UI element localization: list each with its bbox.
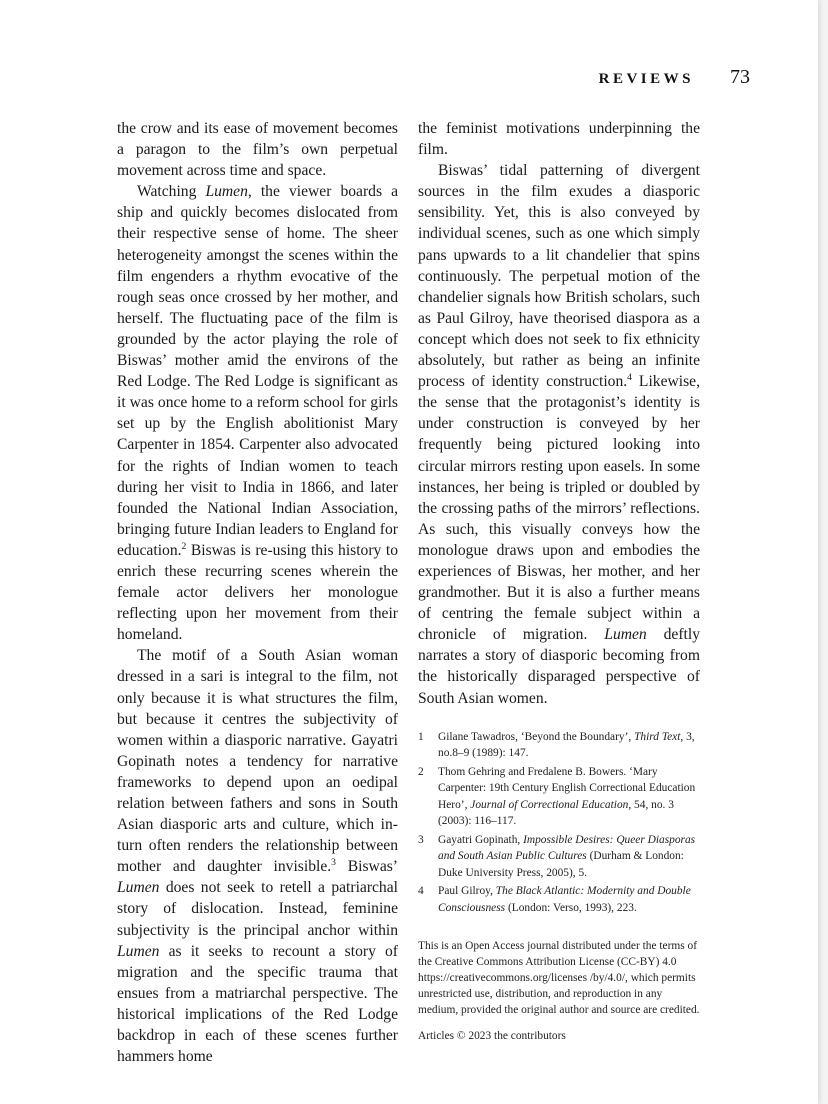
text-run: Paul Gilroy,: [438, 885, 496, 898]
text-run: Watching: [137, 183, 206, 201]
license-notice: This is an Open Access journal distributed under the terms of the Creative Commons Attribution License (CC-BY) 4.0 https://creativecommons.org/licenses /by/4.0/, which permits unrestricted use, distribution, and reproduction in any medium, provided the original author and source are credited.: [418, 940, 700, 1017]
footnote-text: [438, 729, 700, 762]
work-title: Third Text: [634, 730, 681, 743]
footnote-text: [438, 832, 700, 882]
footnote: [418, 764, 700, 830]
footnote-text: [438, 764, 700, 830]
footnote-text: [438, 883, 700, 916]
text-run: Likewise, the sense that the protagonist’s identity is under construction is conveyed by her frequently being pictured looking into circular mirrors resting upon easels. In some instances, her being is tripled or doubled by the crossing paths of the mirrors’ reflections. As such, this visually conveys how the monologue draws upon and embodies the experiences of Biswas, her mother, and her grandmother. But it is also a further means of centring the female subject within a chronicle of migration.: [418, 373, 700, 644]
left-column: [117, 118, 398, 1067]
copyright-notice: Articles © 2023 the contributors: [418, 1030, 566, 1043]
text-run: , 54, no. 3 (2003): 116–117.: [438, 798, 674, 828]
page-number: 73: [730, 66, 750, 88]
text-run: Gayatri Gopinath,: [438, 833, 524, 846]
text-run: as it seeks to recount a story of migration and the specific trauma that ensues from a matriarchal perspective. The historical implications of the Red Lodge backdrop in each of these scenes further hammers home: [117, 942, 398, 1066]
film-title: Lumen: [117, 942, 160, 960]
work-title: The Black Atlantic: Modernity and Double Consciousness: [438, 885, 691, 914]
paragraph: [117, 645, 398, 1067]
footnote: [418, 883, 700, 916]
work-title: Impossible Desires: Queer Diasporas and South Asian Public Cultures: [438, 833, 696, 863]
film-title: Lumen: [205, 183, 248, 201]
running-header: [599, 66, 750, 89]
paragraph: the feminist motivations underpinning the film.: [418, 120, 700, 159]
footnote-ref: 3: [331, 857, 336, 869]
footnote-ref: 4: [627, 371, 632, 383]
footnotes: [418, 729, 700, 917]
right-column: [418, 118, 700, 1044]
section-name: REVIEWS: [598, 71, 694, 87]
text-run: The motif of a South Asian woman dressed in a sari is integral to the film, not only because it is what structures the film, but because it centres the subjectivity of women within a diasporic narrative. Gayatri Gopinath notes a tendency for narrative frameworks to depend upon an oedipal relation between fathers and sons in South Asian diasporic arts and culture, which in-turn often renders the relationship between mother and daughter invisible.: [117, 647, 398, 876]
footnote-number: 3: [418, 833, 424, 846]
footnote: [418, 832, 700, 882]
text-run: Biswas’: [335, 858, 398, 876]
text-run: (London: Verso, 1993), 223.: [505, 901, 637, 914]
text-run: Biswas is re-using this history to enrich these recurring scenes wherein the female actor delivers her monologue reflecting upon her movement from their homeland.: [117, 541, 398, 644]
text-run: does not seek to retell a patriarchal story of dislocation. Instead, feminine subjectivity is the principal anchor within: [117, 879, 398, 939]
paragraph: the crow and its ease of movement becomes a paragon to the film’s own perpetual movement across time and space.: [117, 120, 398, 180]
text-run: , 3, no.8–9 (1989): 147.: [438, 730, 695, 760]
film-title: Lumen: [117, 879, 160, 897]
text-run: , the viewer boards a ship and quickly becomes dislocated from their respective sense of home. The sheer heterogeneity amongst the scenes within the film engenders a rhythm evocative of the rough seas once crossed by her mother, and herself. The fluctuating pace of the film is grounded by the actor playing the role of Biswas’ mother amid the environs of the Red Lodge. The Red Lodge is significant as it was once home to a reform school for girls set up by the English abolitionist Mary Carpenter in 1854. Carpenter also advocated for the rights of Indian women to teach during her visit to India in 1866, and later founded the National Indian Association, bringing future Indian leaders to England for education.: [117, 183, 399, 559]
work-title: Journal of Correctional Education: [470, 798, 629, 811]
footnote-ref: 2: [181, 540, 187, 552]
paragraph: [418, 160, 700, 708]
film-title: Lumen: [604, 626, 647, 644]
footnote-number: 1: [418, 730, 424, 743]
paragraph: [117, 181, 398, 645]
text-run: (Durham & London: Duke University Press, 2005), 5.: [438, 850, 684, 879]
footnote-number: 2: [418, 765, 424, 778]
text-run: Thom Gehring and Fredalene B. Bowers. ‘Mary Carpenter: 19th Century English Correctional Education Hero’,: [438, 765, 696, 811]
footnote-number: 4: [418, 885, 424, 898]
text-run: deftly narrates a story of diasporic becoming from the historically disparaged perspective of South Asian women.: [418, 626, 700, 707]
text-run: Biswas’ tidal patterning of divergent sources in the film exudes a diasporic sensibility. Yet, this is also conveyed by individual scenes, such as one which simply pans upwards to a lit chandelier that spins continuously. The perpetual motion of the chandelier signals how British scholars, such as Paul Gilroy, have theorised diaspora as a concept which does not seek to fix ethnicity absolutely, but rather as being an infinite process of identity construction.: [418, 162, 700, 391]
footnote: [418, 729, 700, 762]
text-run: Gilane Tawadros, ‘Beyond the Boundary’,: [438, 730, 635, 743]
